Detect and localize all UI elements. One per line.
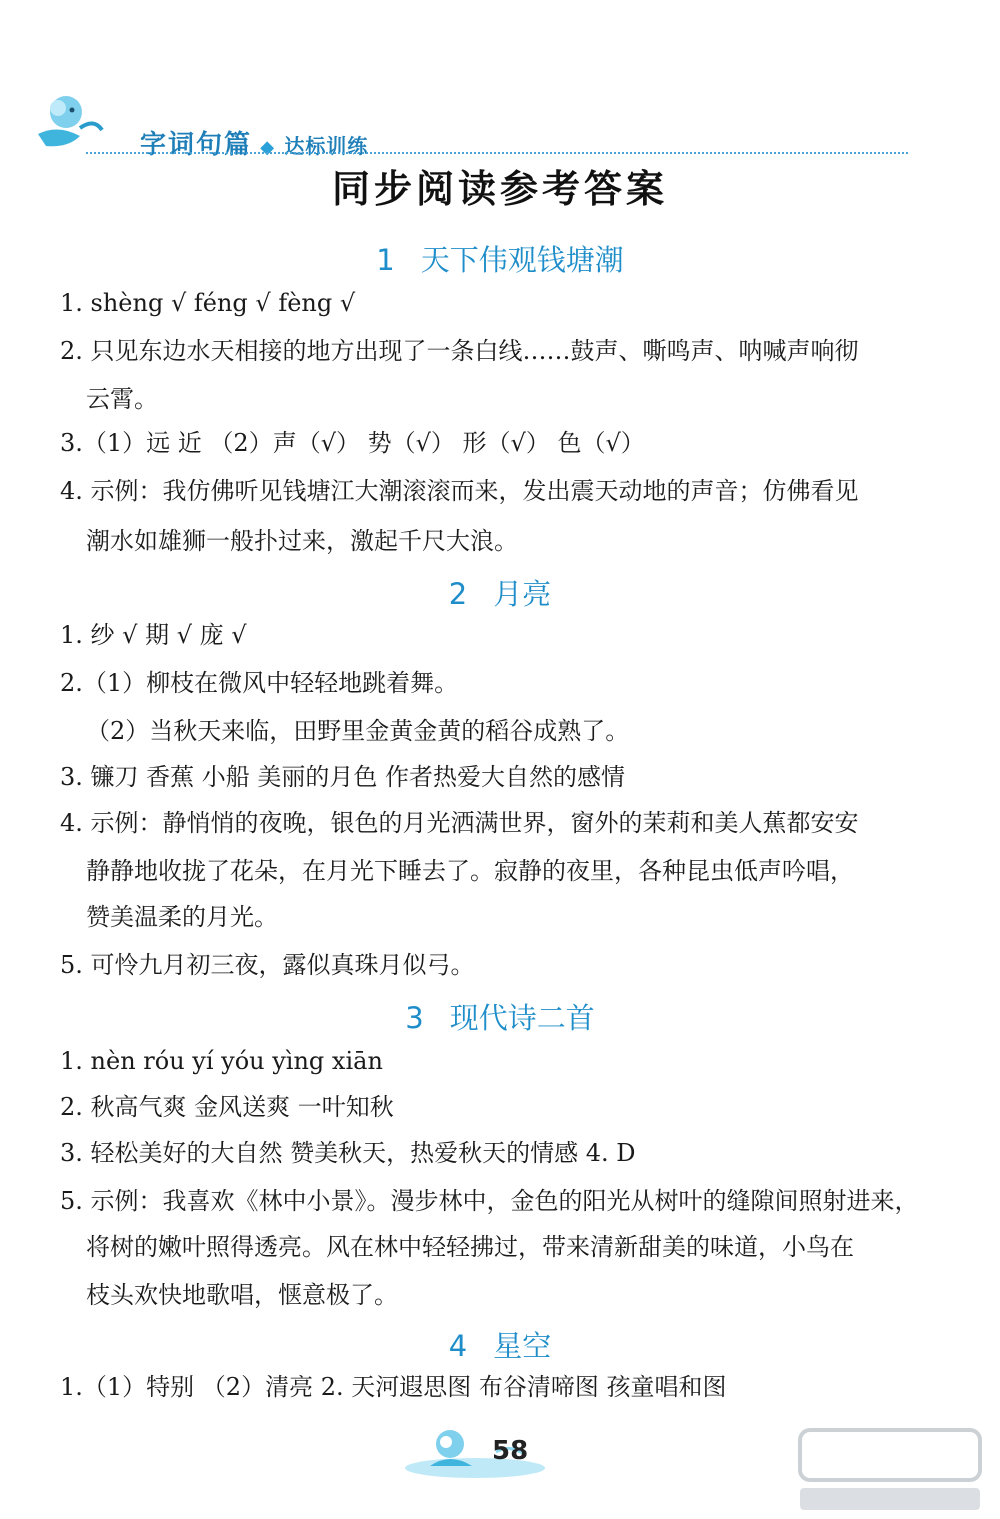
answer-line: 1. shèng √ féng √ fèng √ xyxy=(60,289,356,317)
answer-line: 赞美温柔的月光。 xyxy=(86,903,278,931)
answer-line: 1. nèn róu yí yóu yìng xiān xyxy=(60,1047,383,1075)
series-title-sub: 达标训练 xyxy=(284,134,369,158)
answer-line: 2. 秋高气爽 金风送爽 一叶知秋 xyxy=(60,1093,394,1121)
answer-line: 3. 镰刀 香蕉 小船 美丽的月色 作者热爱大自然的感情 xyxy=(60,763,626,791)
answer-line: 将树的嫩叶照得透亮。风在林中轻轻拂过，带来清新甜美的味道，小鸟在 xyxy=(86,1233,854,1261)
answer-line: 1.（1）特别 （2）清亮 2. 天河遐思图 布谷清啼图 孩童唱和图 xyxy=(60,1373,727,1401)
section-name: 天下伟观钱塘潮 xyxy=(420,243,624,277)
watermark-logo-icon xyxy=(790,1422,990,1519)
answer-line: 1. 纱 √ 期 √ 庞 √ xyxy=(60,621,247,649)
header-divider xyxy=(86,152,908,154)
answer-line: 2. 只见东边水天相接的地方出现了一条白线……鼓声、嘶鸣声、呐喊声响彻 xyxy=(60,337,859,365)
answer-line: 云霄。 xyxy=(86,385,158,413)
page-header xyxy=(28,88,908,158)
series-title-main: 字词句篇 xyxy=(140,130,253,160)
answer-line: 静静地收拢了花朵，在月光下睡去了。寂静的夜里，各种昆虫低声吟唱， xyxy=(86,857,854,885)
answer-line: 4. 示例：静悄悄的夜晚，银色的月光洒满世界，窗外的茉莉和美人蕉都安安 xyxy=(60,809,859,837)
section-title-3 xyxy=(0,996,1000,1037)
answer-line: 2.（1）柳枝在微风中轻轻地跳着舞。 xyxy=(60,669,459,697)
boy-mascot-logo-icon xyxy=(28,88,108,158)
section-number: 2 xyxy=(448,577,468,611)
page-number: 58 xyxy=(492,1436,529,1466)
section-title-1 xyxy=(0,238,1000,279)
answer-line: 枝头欢快地歌唱，惬意极了。 xyxy=(86,1281,398,1309)
answer-line: 潮水如雄狮一般扑过来，激起千尺大浪。 xyxy=(86,527,518,555)
page-footer xyxy=(0,1422,1000,1519)
section-number: 4 xyxy=(448,1329,468,1363)
answer-line: 5. 示例：我喜欢《林中小景》。漫步林中，金色的阳光从树叶的缝隙间照射进来， xyxy=(60,1187,919,1215)
section-name: 现代诗二首 xyxy=(449,1001,595,1035)
section-title-2 xyxy=(0,572,1000,613)
section-name: 月亮 xyxy=(493,577,552,611)
answer-line: 4. 示例：我仿佛听见钱塘江大潮滚滚而来，发出震天动地的声音；仿佛看见 xyxy=(60,477,859,505)
document-title: 同步阅读参考答案 xyxy=(331,166,668,211)
answer-line: （2）当秋天来临，田野里金黄金黄的稻谷成熟了。 xyxy=(86,717,630,745)
section-number: 1 xyxy=(376,243,395,277)
section-name: 星空 xyxy=(493,1329,552,1363)
series-title: 字词句篇 ◆ 达标训练 xyxy=(140,130,369,160)
section-title-4 xyxy=(0,1324,1000,1365)
section-number: 3 xyxy=(405,1001,424,1035)
answer-line: 3. 轻松美好的大自然 赞美秋天，热爱秋天的情感 4. D xyxy=(60,1139,636,1167)
answer-line: 5. 可怜九月初三夜，露似真珠月似弓。 xyxy=(60,951,475,979)
answer-line: 3.（1）远 近 （2）声（√） 势（√） 形（√） 色（√） xyxy=(60,429,645,457)
